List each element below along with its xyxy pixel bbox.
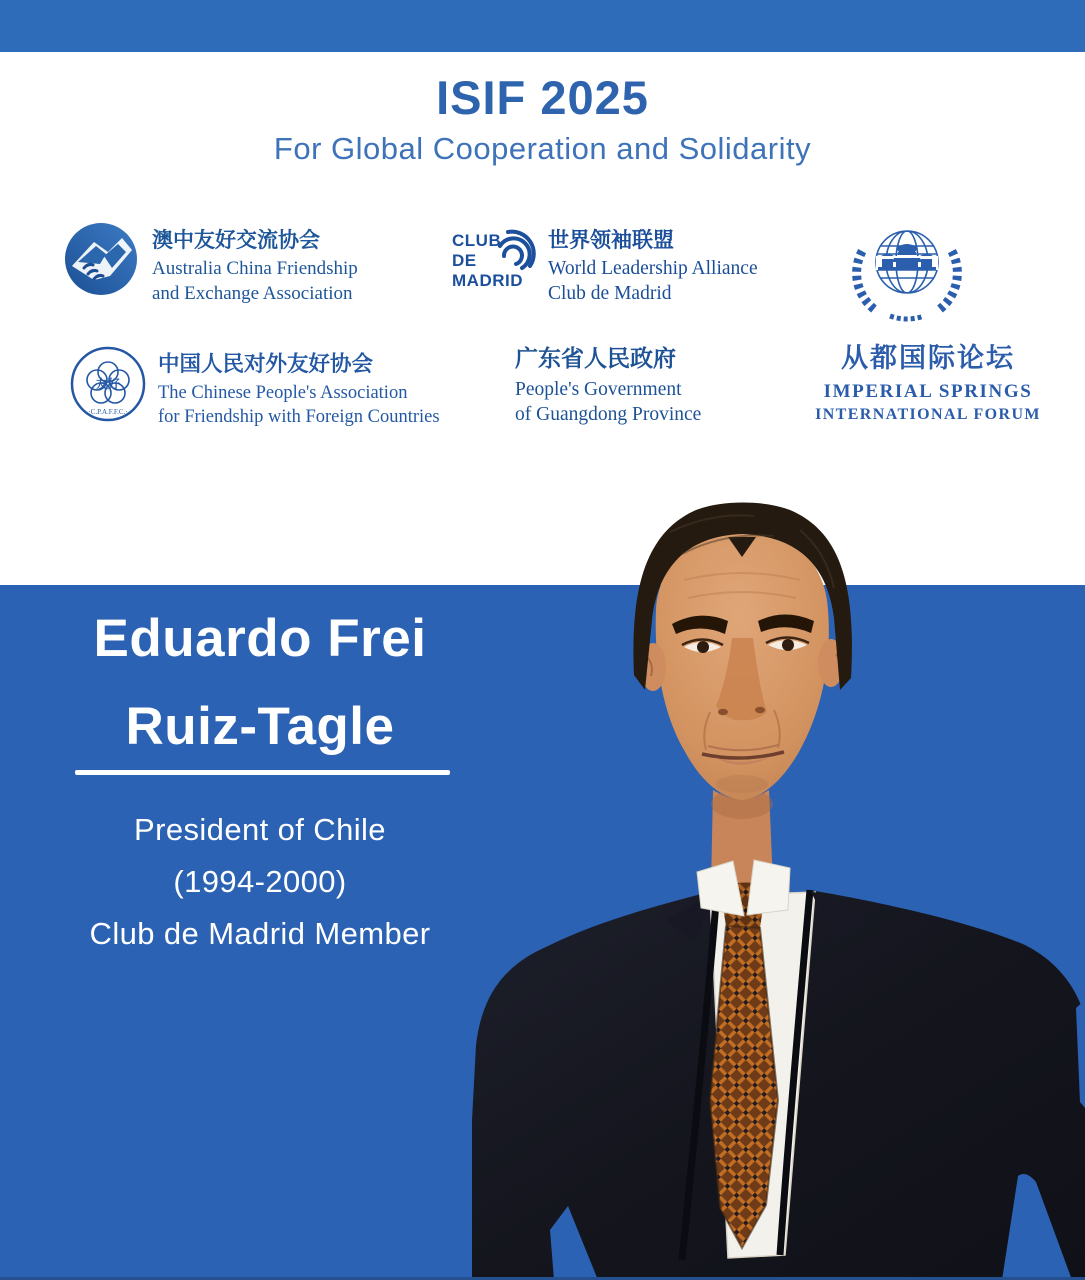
page-title: ISIF 2025: [436, 71, 649, 124]
speaker-name-line2: Ruiz-Tagle: [125, 697, 395, 756]
guangdong-en-name-line1: People's Government: [515, 379, 682, 400]
acfea-en-name-line2: and Exchange Association: [152, 282, 353, 304]
cpaffc-logo-text: [158, 347, 440, 429]
cdm-en-name-line2: Club de Madrid: [548, 282, 672, 304]
club-de-madrid-logo-text: [548, 224, 758, 306]
top-blue-bar: [0, 0, 1085, 52]
guangdong-cn-name: 广东省人民政府: [515, 346, 676, 372]
speaker-role-line1: President of Chile: [134, 812, 386, 847]
cdm-en-name-line1: World Leadership Alliance: [548, 258, 758, 279]
swoosh-arcs-icon: [494, 228, 538, 276]
handshake-icon: [64, 222, 138, 296]
imperial-springs-wordmark: [812, 336, 1044, 426]
seal-bottom-text: ·C.P.A.F.F.C.·: [88, 408, 128, 416]
round-seal-icon: [70, 346, 146, 422]
cdm-cn-name: 世界领袖联盟: [548, 228, 674, 252]
isif-en-name-line2: INTERNATIONAL FORUM: [815, 406, 1041, 423]
cpaffc-cn-name: 中国人民对外友好协会: [158, 352, 374, 377]
speaker-role-line2: (1994-2000): [173, 864, 347, 899]
cpaffc-en-name-line1: The Chinese People's Association: [158, 383, 408, 403]
name-underline: [75, 770, 450, 775]
guangdong-en-name-line2: of Guangdong Province: [515, 404, 702, 425]
speaker-photo: [470, 460, 1085, 1280]
cdm-word-club: CLUB: [452, 231, 502, 250]
cdm-word-madrid: MADRID: [452, 271, 523, 290]
acfea-cn-name: 澳中友好交流协会: [152, 228, 320, 252]
cpaffc-en-name-line2: for Friendship with Foreign Countries: [158, 407, 440, 427]
cdm-word-de: DE: [452, 251, 477, 270]
globe-wreath-pavilion-icon: [852, 212, 962, 324]
seal-center-text: 友好: [95, 377, 121, 391]
speaker-name-line1: Eduardo Frei: [93, 609, 427, 668]
guangdong-logo-text: [515, 340, 701, 427]
isif-cn-name: 从都国际论坛: [841, 343, 1015, 374]
acfea-en-name-line1: Australia China Friendship: [152, 258, 358, 279]
speaker-role-line3: Club de Madrid Member: [89, 916, 431, 951]
page-subtitle: For Global Cooperation and Solidarity: [273, 131, 812, 166]
acfea-logo-text: [152, 224, 358, 306]
isif-en-name-line1: IMPERIAL SPRINGS: [823, 381, 1033, 402]
